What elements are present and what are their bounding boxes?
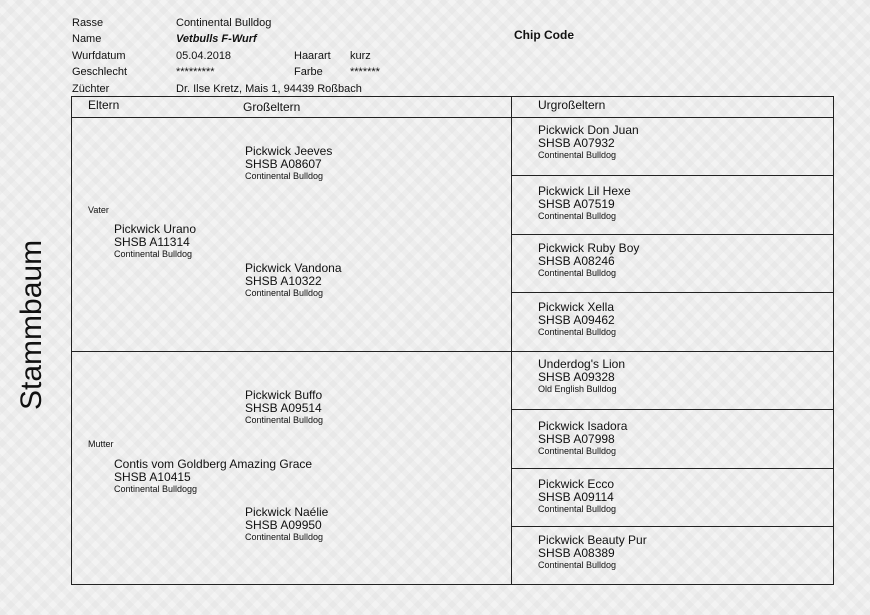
dog-name: Underdog's Lion	[538, 357, 626, 371]
table-border-right	[833, 96, 834, 585]
table-border-top	[71, 96, 834, 97]
dog-breed: Continental Bulldog	[114, 249, 193, 259]
wurfdatum-value: 05.04.2018	[176, 50, 232, 62]
dog-registration: SHSB A07932	[538, 136, 615, 150]
table-border-bottom	[71, 584, 834, 585]
dog-registration: SHSB A08246	[538, 254, 615, 268]
column-divider	[511, 96, 512, 585]
dog-registration: SHSB A09514	[245, 401, 322, 415]
name-value: Vetbulls F-Wurf	[176, 33, 257, 45]
dog-breed: Continental Bulldog	[538, 560, 617, 570]
table-border-left	[71, 96, 72, 585]
dog-breed: Continental Bulldog	[538, 327, 617, 337]
dog-breed: Continental Bulldog	[245, 532, 324, 542]
dog-registration: SHSB A09328	[538, 370, 615, 384]
dog-breed: Continental Bulldog	[538, 150, 617, 160]
zuechter-value: Dr. Ilse Kretz, Mais 1, 94439 Roßbach	[176, 83, 362, 95]
row-divider	[511, 175, 833, 176]
farbe-value: *******	[350, 66, 380, 78]
dog-name: Pickwick Isadora	[538, 419, 628, 433]
column-header-eltern: Eltern	[88, 98, 120, 112]
wurfdatum-label: Wurfdatum	[72, 50, 126, 62]
farbe-label: Farbe	[294, 66, 323, 78]
chip-code-label: Chip Code	[514, 28, 574, 42]
great-grandparent-entry	[538, 301, 616, 338]
dog-breed: Old English Bulldog	[538, 384, 617, 394]
page-title: Stammbaum	[15, 239, 48, 410]
grandparent-entry	[245, 145, 332, 182]
zuechter-label: Züchter	[72, 83, 110, 95]
dog-breed: Continental Bulldog	[538, 211, 617, 221]
row-divider	[511, 234, 833, 235]
dog-breed: Continental Bulldog	[538, 504, 617, 514]
dog-name: Contis vom Goldberg Amazing Grace	[114, 457, 313, 471]
rasse-value: Continental Bulldog	[176, 17, 272, 29]
dog-name: Pickwick Lil Hexe	[538, 184, 631, 198]
dog-breed: Continental Bulldogg	[114, 484, 198, 494]
geschlecht-value: *********	[176, 66, 215, 78]
dog-name: Pickwick Vandona	[245, 261, 342, 275]
dog-breed: Continental Bulldog	[245, 415, 324, 425]
dog-name: Pickwick Don Juan	[538, 123, 639, 137]
rasse-label: Rasse	[72, 17, 104, 29]
dog-registration: SHSB A10415	[114, 470, 191, 484]
row-divider	[511, 409, 833, 410]
dog-registration: SHSB A10322	[245, 274, 322, 288]
great-grandparent-entry	[538, 478, 616, 515]
parent-entry-mutter	[114, 458, 312, 495]
great-grandparent-entry	[538, 534, 647, 571]
great-grandparent-entry	[538, 185, 631, 222]
dog-registration: SHSB A08389	[538, 546, 615, 560]
dog-registration: SHSB A09462	[538, 313, 615, 327]
parent-divider	[71, 351, 512, 352]
role-mutter: Mutter	[88, 439, 114, 449]
column-header-urgrosseltern: Urgroßeltern	[538, 98, 606, 112]
dog-name: Pickwick Buffo	[245, 388, 323, 402]
haarart-label: Haarart	[294, 50, 331, 62]
grandparent-entry	[245, 262, 342, 299]
dog-name: Pickwick Jeeves	[245, 144, 333, 158]
grandparent-entry	[245, 389, 323, 426]
dog-breed: Continental Bulldog	[538, 268, 617, 278]
row-divider	[511, 351, 833, 352]
great-grandparent-entry	[538, 420, 627, 457]
row-divider	[511, 292, 833, 293]
great-grandparent-entry	[538, 242, 639, 279]
great-grandparent-entry	[538, 358, 625, 395]
dog-name: Pickwick Ruby Boy	[538, 241, 640, 255]
dog-registration: SHSB A08607	[245, 157, 322, 171]
dog-name: Pickwick Ecco	[538, 477, 615, 491]
geschlecht-label: Geschlecht	[72, 66, 128, 78]
dog-registration: SHSB A09114	[538, 490, 614, 504]
haarart-value: kurz	[350, 50, 371, 62]
dog-breed: Continental Bulldog	[245, 171, 324, 181]
dog-name: Pickwick Xella	[538, 300, 615, 314]
great-grandparent-entry	[538, 124, 639, 161]
dog-breed: Continental Bulldog	[538, 446, 617, 456]
header-row-divider	[71, 117, 512, 118]
dog-name: Pickwick Urano	[114, 222, 197, 236]
dog-name: Pickwick Beauty Pur	[538, 533, 647, 547]
dog-name: Pickwick Naélie	[245, 505, 329, 519]
dog-registration: SHSB A11314	[114, 235, 190, 249]
dog-registration: SHSB A09950	[245, 518, 322, 532]
dog-registration: SHSB A07519	[538, 197, 615, 211]
parent-entry-vater	[114, 223, 196, 260]
dog-registration: SHSB A07998	[538, 432, 615, 446]
name-label: Name	[72, 33, 102, 45]
grandparent-entry	[245, 506, 328, 543]
row-divider	[511, 468, 833, 469]
column-header-grosseltern: Großeltern	[243, 100, 301, 114]
row-divider	[511, 117, 833, 118]
dog-breed: Continental Bulldog	[245, 288, 324, 298]
role-vater: Vater	[88, 205, 109, 215]
row-divider	[511, 526, 833, 527]
